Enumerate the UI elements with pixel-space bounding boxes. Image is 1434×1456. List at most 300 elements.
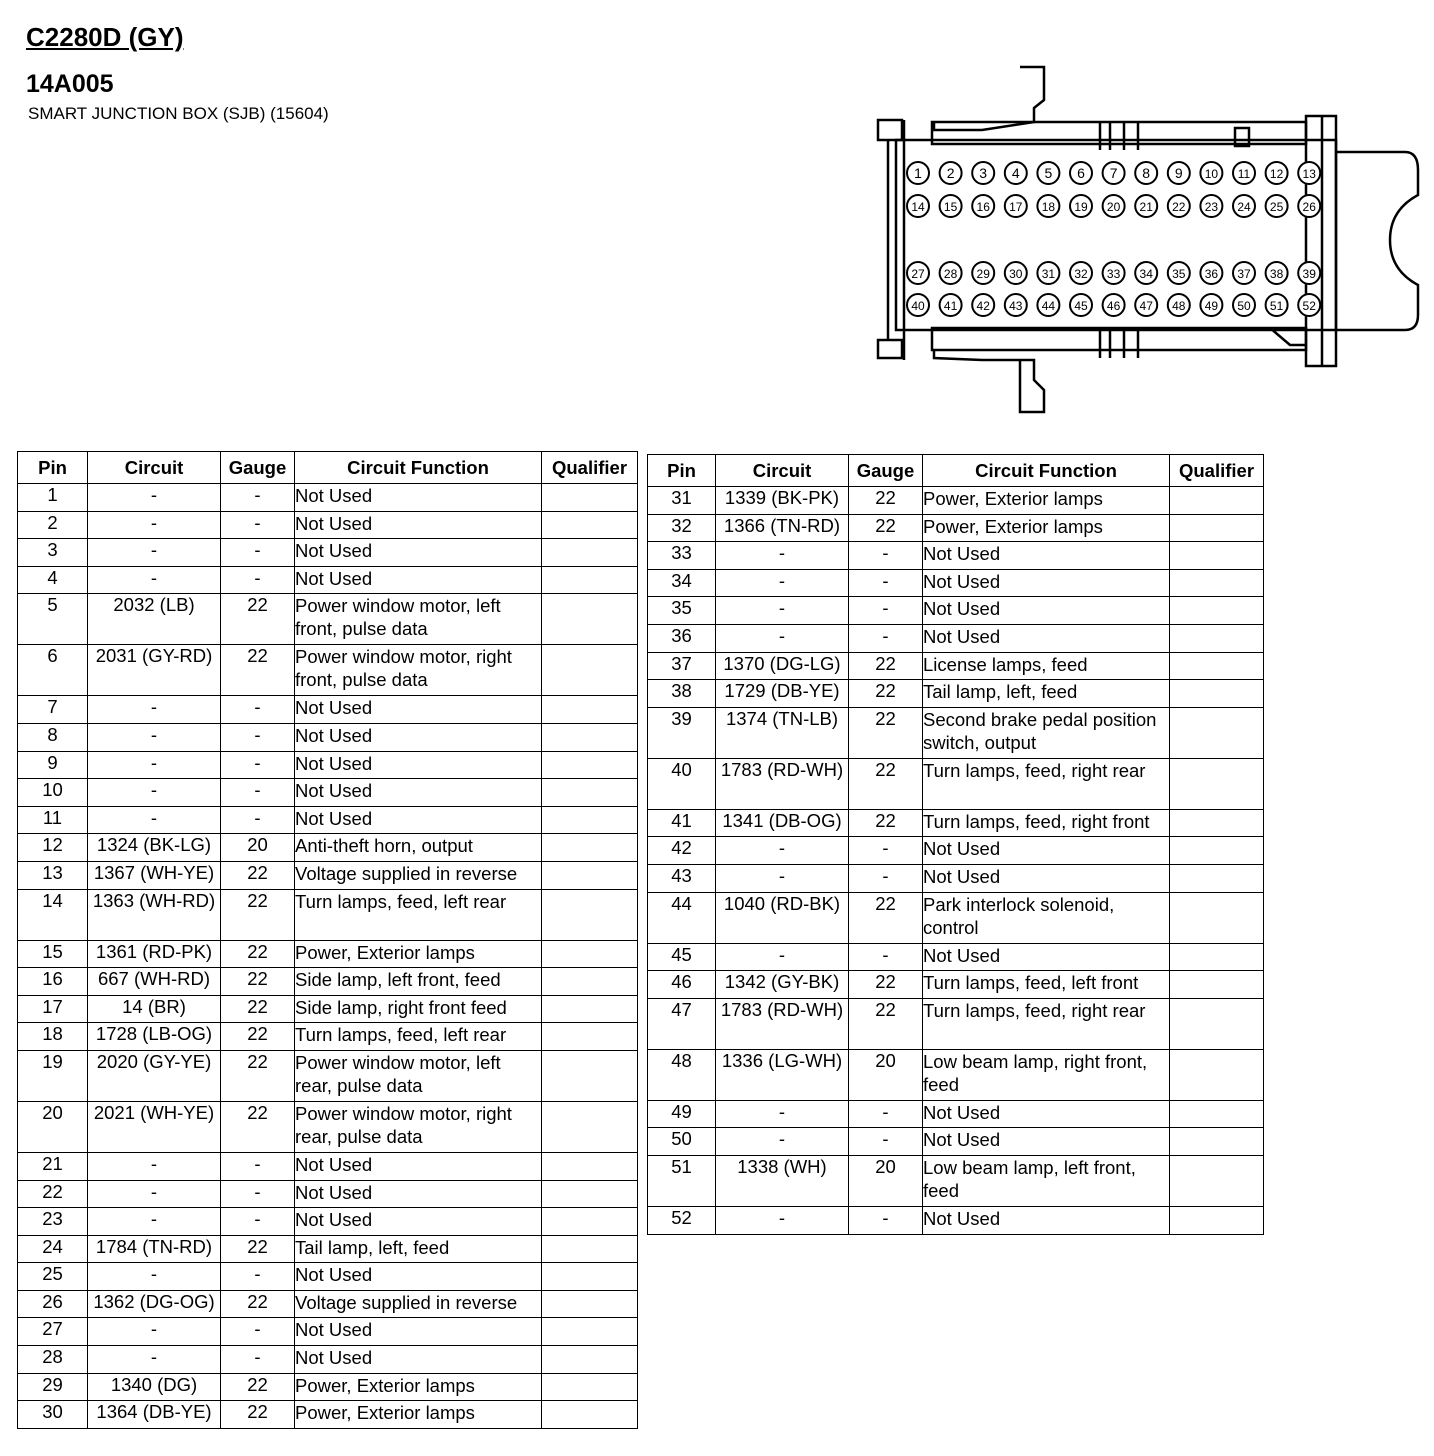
pin-cell: 27 (18, 1318, 88, 1346)
pin-cell: 47 (648, 998, 716, 1049)
header-qualifier: Qualifier (542, 452, 638, 484)
qualifier-cell (1170, 1049, 1264, 1100)
circuit-function-cell: Not Used (295, 779, 542, 807)
cavity-label: 30 (1009, 267, 1023, 281)
gauge-cell: 20 (221, 834, 295, 862)
circuit-cell: 1366 (TN-RD) (716, 514, 849, 542)
circuit-function-cell: Not Used (923, 1100, 1170, 1128)
table-row (648, 864, 1264, 892)
table-row (648, 1049, 1264, 1100)
cavity-group (907, 162, 1320, 316)
circuit-cell: 2032 (LB) (88, 594, 221, 645)
pin-cell: 50 (648, 1128, 716, 1156)
circuit-function-cell: Low beam lamp, right front, feed (923, 1049, 1170, 1100)
qualifier-cell (542, 1180, 638, 1208)
circuit-cell: - (716, 1128, 849, 1156)
circuit-function-cell: Not Used (295, 806, 542, 834)
pin-cell: 23 (18, 1208, 88, 1236)
circuit-function-cell: Not Used (295, 1263, 542, 1291)
cavity-label: 52 (1302, 299, 1316, 313)
gauge-cell: - (221, 1180, 295, 1208)
gauge-cell: 22 (849, 758, 923, 809)
table-row (18, 806, 638, 834)
pin-cell: 1 (18, 484, 88, 512)
gauge-cell: 22 (849, 707, 923, 758)
qualifier-cell (1170, 597, 1264, 625)
qualifier-cell (1170, 514, 1264, 542)
table-row (18, 995, 638, 1023)
gauge-cell: - (221, 751, 295, 779)
gauge-cell: - (849, 597, 923, 625)
qualifier-cell (1170, 837, 1264, 865)
qualifier-cell (542, 1318, 638, 1346)
table-row (18, 645, 638, 696)
circuit-cell: - (716, 597, 849, 625)
header-pin: Pin (648, 455, 716, 487)
gauge-cell: 22 (221, 968, 295, 996)
circuit-cell: 1342 (GY-BK) (716, 971, 849, 999)
cavity-label: 10 (1204, 167, 1219, 181)
connector-id-title: C2280D (GY) (26, 22, 184, 52)
table-row (18, 566, 638, 594)
table-row (648, 487, 1264, 515)
table-row (18, 1023, 638, 1051)
cavity-label: 18 (1041, 200, 1056, 214)
pin-cell: 19 (18, 1050, 88, 1101)
table-row (18, 861, 638, 889)
circuit-function-cell: Second brake pedal position switch, output (923, 707, 1170, 758)
gauge-cell: - (849, 569, 923, 597)
circuit-function-cell: Power, Exterior lamps (923, 487, 1170, 515)
cavity-label: 5 (1044, 165, 1053, 181)
pin-cell: 4 (18, 566, 88, 594)
circuit-cell: - (88, 1263, 221, 1291)
table-row (18, 1101, 638, 1152)
circuit-cell: 1341 (DB-OG) (716, 809, 849, 837)
qualifier-cell (1170, 1206, 1264, 1234)
pin-cell: 28 (18, 1346, 88, 1374)
table-row (648, 707, 1264, 758)
header-gauge: Gauge (849, 455, 923, 487)
qualifier-cell (1170, 487, 1264, 515)
gauge-cell: - (221, 779, 295, 807)
gauge-cell: - (849, 1206, 923, 1234)
qualifier-cell (1170, 1128, 1264, 1156)
qualifier-cell (1170, 998, 1264, 1049)
pin-cell: 48 (648, 1049, 716, 1100)
circuit-function-cell: Not Used (923, 837, 1170, 865)
circuit-cell: - (88, 696, 221, 724)
circuit-cell: - (716, 837, 849, 865)
circuit-cell: - (88, 1152, 221, 1180)
pin-cell: 38 (648, 680, 716, 708)
cavity-label: 9 (1174, 165, 1183, 181)
circuit-function-cell: Power, Exterior lamps (295, 940, 542, 968)
pin-cell: 22 (18, 1180, 88, 1208)
pin-cell: 14 (18, 889, 88, 940)
cavity-label: 37 (1237, 267, 1251, 281)
circuit-function-cell: Not Used (295, 1208, 542, 1236)
circuit-function-cell: Not Used (923, 569, 1170, 597)
circuit-cell: - (88, 1346, 221, 1374)
table-row (18, 511, 638, 539)
circuit-cell: 1362 (DG-OG) (88, 1290, 221, 1318)
pin-cell: 15 (18, 940, 88, 968)
pin-cell: 11 (18, 806, 88, 834)
pin-cell: 41 (648, 809, 716, 837)
pin-cell: 49 (648, 1100, 716, 1128)
header-qualifier: Qualifier (1170, 455, 1264, 487)
pin-cell: 6 (18, 645, 88, 696)
cavity-label: 2 (946, 165, 955, 181)
pinout-table-right (647, 454, 1264, 1235)
table-row (648, 652, 1264, 680)
qualifier-cell (542, 1401, 638, 1429)
qualifier-cell (542, 1050, 638, 1101)
gauge-cell: - (221, 1318, 295, 1346)
table-row (18, 594, 638, 645)
circuit-function-cell: Not Used (923, 624, 1170, 652)
circuit-cell: - (88, 539, 221, 567)
gauge-cell: 22 (221, 594, 295, 645)
table-row (648, 758, 1264, 809)
qualifier-cell (542, 861, 638, 889)
circuit-cell: 1361 (RD-PK) (88, 940, 221, 968)
cavity-label: 4 (1011, 165, 1020, 181)
header-circuit-function: Circuit Function (923, 455, 1170, 487)
table-row (648, 1155, 1264, 1206)
cavity-label: 41 (943, 299, 958, 313)
qualifier-cell (542, 511, 638, 539)
circuit-function-cell: Turn lamps, feed, right front (923, 809, 1170, 837)
pin-cell: 33 (648, 542, 716, 570)
circuit-function-cell: Not Used (923, 542, 1170, 570)
gauge-cell: 22 (221, 1373, 295, 1401)
cavity-label: 45 (1074, 299, 1088, 313)
circuit-cell: - (88, 723, 221, 751)
table-row (648, 998, 1264, 1049)
qualifier-cell (1170, 624, 1264, 652)
qualifier-cell (542, 594, 638, 645)
qualifier-cell (542, 645, 638, 696)
qualifier-cell (542, 751, 638, 779)
qualifier-cell (542, 1373, 638, 1401)
cavity-label: 29 (976, 267, 990, 281)
cavity-label: 31 (1041, 267, 1056, 281)
qualifier-cell (1170, 758, 1264, 809)
qualifier-cell (1170, 707, 1264, 758)
circuit-cell: 1040 (RD-BK) (716, 892, 849, 943)
circuit-cell: 667 (WH-RD) (88, 968, 221, 996)
qualifier-cell (542, 1101, 638, 1152)
cavity-label: 20 (1106, 200, 1121, 214)
circuit-cell: - (716, 1100, 849, 1128)
cavity-label: 12 (1269, 167, 1284, 181)
pin-cell: 37 (648, 652, 716, 680)
gauge-cell: - (221, 484, 295, 512)
pin-cell: 18 (18, 1023, 88, 1051)
qualifier-cell (1170, 652, 1264, 680)
header-circuit-function: Circuit Function (295, 452, 542, 484)
table-row (18, 1290, 638, 1318)
gauge-cell: - (221, 1346, 295, 1374)
cavity-label: 35 (1172, 267, 1186, 281)
gauge-cell: - (849, 837, 923, 865)
table-row (18, 1346, 638, 1374)
gauge-cell: - (221, 696, 295, 724)
header-circuit: Circuit (716, 455, 849, 487)
table-row (18, 1373, 638, 1401)
pin-cell: 34 (648, 569, 716, 597)
circuit-function-cell: Not Used (923, 943, 1170, 971)
cavity-label: 36 (1204, 267, 1219, 281)
pin-cell: 20 (18, 1101, 88, 1152)
pin-cell: 43 (648, 864, 716, 892)
qualifier-cell (542, 834, 638, 862)
table-row (18, 1152, 638, 1180)
cavity-label: 44 (1041, 299, 1056, 313)
gauge-cell: 22 (849, 971, 923, 999)
cavity-label: 48 (1172, 299, 1186, 313)
cavity-label: 27 (911, 267, 925, 281)
cavity-label: 13 (1302, 167, 1316, 181)
gauge-cell: 22 (849, 809, 923, 837)
qualifier-cell (542, 1152, 638, 1180)
pin-cell: 36 (648, 624, 716, 652)
circuit-function-cell: Not Used (295, 539, 542, 567)
circuit-function-cell: Not Used (295, 696, 542, 724)
header-pin: Pin (18, 452, 88, 484)
gauge-cell: - (849, 1100, 923, 1128)
circuit-cell: - (88, 806, 221, 834)
circuit-cell: 1374 (TN-LB) (716, 707, 849, 758)
gauge-cell: - (849, 943, 923, 971)
pin-cell: 40 (648, 758, 716, 809)
qualifier-cell (542, 696, 638, 724)
gauge-cell: 22 (849, 487, 923, 515)
gauge-cell: 20 (849, 1049, 923, 1100)
circuit-cell: - (88, 779, 221, 807)
qualifier-cell (1170, 892, 1264, 943)
circuit-cell: 1338 (WH) (716, 1155, 849, 1206)
circuit-cell: 1367 (WH-YE) (88, 861, 221, 889)
pin-cell: 32 (648, 514, 716, 542)
table-row (18, 940, 638, 968)
circuit-function-cell: Power window motor, right front, pulse data (295, 645, 542, 696)
table-row (648, 809, 1264, 837)
connector-face-diagram (870, 60, 1430, 420)
table-row (18, 484, 638, 512)
table-row (18, 1235, 638, 1263)
table-row (648, 1100, 1264, 1128)
circuit-function-cell: Power, Exterior lamps (295, 1373, 542, 1401)
circuit-function-cell: Not Used (295, 1152, 542, 1180)
gauge-cell: 22 (221, 1050, 295, 1101)
qualifier-cell (542, 539, 638, 567)
circuit-cell: 1728 (LB-OG) (88, 1023, 221, 1051)
circuit-cell: 2020 (GY-YE) (88, 1050, 221, 1101)
cavity-label: 24 (1237, 200, 1251, 214)
circuit-cell: 1370 (DG-LG) (716, 652, 849, 680)
qualifier-cell (1170, 971, 1264, 999)
pin-cell: 42 (648, 837, 716, 865)
cavity-label: 3 (979, 165, 988, 181)
gauge-cell: - (221, 511, 295, 539)
circuit-function-cell: Not Used (295, 1318, 542, 1346)
cavity-label: 33 (1106, 267, 1121, 281)
gauge-cell: 22 (221, 940, 295, 968)
table-row (648, 971, 1264, 999)
circuit-cell: - (88, 484, 221, 512)
circuit-function-cell: Power window motor, left front, pulse data (295, 594, 542, 645)
circuit-cell: 1363 (WH-RD) (88, 889, 221, 940)
circuit-function-cell: Not Used (923, 597, 1170, 625)
table-row (18, 1050, 638, 1101)
gauge-cell: 22 (221, 995, 295, 1023)
cavity-label: 8 (1142, 165, 1151, 181)
table-row (18, 889, 638, 940)
table-row (18, 968, 638, 996)
pin-cell: 52 (648, 1206, 716, 1234)
circuit-cell: - (716, 542, 849, 570)
qualifier-cell (542, 1263, 638, 1291)
cavity-label: 19 (1074, 200, 1088, 214)
qualifier-cell (542, 1208, 638, 1236)
table-row (18, 1263, 638, 1291)
circuit-function-cell: License lamps, feed (923, 652, 1170, 680)
cavity-label: 25 (1269, 200, 1284, 214)
circuit-function-cell: Power, Exterior lamps (923, 514, 1170, 542)
circuit-cell: - (716, 864, 849, 892)
circuit-cell: 1784 (TN-RD) (88, 1235, 221, 1263)
gauge-cell: - (221, 1208, 295, 1236)
gauge-cell: 22 (221, 889, 295, 940)
qualifier-cell (542, 484, 638, 512)
gauge-cell: 22 (221, 1401, 295, 1429)
pin-cell: 39 (648, 707, 716, 758)
connector-housing (878, 67, 1418, 412)
cavity-label: 43 (1009, 299, 1023, 313)
pin-cell: 13 (18, 861, 88, 889)
table-row (648, 624, 1264, 652)
circuit-function-cell: Power, Exterior lamps (295, 1401, 542, 1429)
qualifier-cell (542, 779, 638, 807)
table-row (648, 514, 1264, 542)
table-row (18, 834, 638, 862)
pin-cell: 3 (18, 539, 88, 567)
pinout-table-left (17, 451, 638, 1429)
circuit-function-cell: Turn lamps, feed, right rear (923, 758, 1170, 809)
qualifier-cell (542, 940, 638, 968)
qualifier-cell (542, 1023, 638, 1051)
circuit-function-cell: Park interlock solenoid, control (923, 892, 1170, 943)
pin-cell: 30 (18, 1401, 88, 1429)
qualifier-cell (1170, 1100, 1264, 1128)
gauge-cell: - (221, 723, 295, 751)
circuit-cell: - (716, 569, 849, 597)
circuit-cell: 1336 (LG-WH) (716, 1049, 849, 1100)
gauge-cell: 22 (849, 892, 923, 943)
table-row (18, 1401, 638, 1429)
cavity-label: 22 (1172, 200, 1186, 214)
gauge-cell: 22 (849, 998, 923, 1049)
circuit-function-cell: Tail lamp, left, feed (295, 1235, 542, 1263)
qualifier-cell (1170, 542, 1264, 570)
circuit-function-cell: Voltage supplied in reverse (295, 1290, 542, 1318)
gauge-cell: - (849, 864, 923, 892)
circuit-function-cell: Not Used (295, 566, 542, 594)
pin-cell: 29 (18, 1373, 88, 1401)
pin-cell: 51 (648, 1155, 716, 1206)
gauge-cell: - (221, 566, 295, 594)
qualifier-cell (542, 995, 638, 1023)
circuit-function-cell: Tail lamp, left, feed (923, 680, 1170, 708)
pin-cell: 9 (18, 751, 88, 779)
pin-cell: 35 (648, 597, 716, 625)
pin-cell: 2 (18, 511, 88, 539)
circuit-function-cell: Turn lamps, feed, right rear (923, 998, 1170, 1049)
cavity-label: 15 (943, 200, 958, 214)
qualifier-cell (542, 806, 638, 834)
pin-cell: 21 (18, 1152, 88, 1180)
pin-cell: 24 (18, 1235, 88, 1263)
cavity-label: 38 (1269, 267, 1284, 281)
circuit-cell: 14 (BR) (88, 995, 221, 1023)
circuit-cell: - (716, 624, 849, 652)
gauge-cell: - (221, 539, 295, 567)
gauge-cell: - (221, 1152, 295, 1180)
table-row (648, 837, 1264, 865)
qualifier-cell (1170, 569, 1264, 597)
gauge-cell: - (221, 1263, 295, 1291)
cavity-label: 23 (1204, 200, 1219, 214)
circuit-cell: - (88, 1208, 221, 1236)
circuit-cell: - (88, 751, 221, 779)
circuit-function-cell: Not Used (295, 484, 542, 512)
table-row (648, 680, 1264, 708)
cavity-label: 42 (976, 299, 990, 313)
circuit-cell: 1340 (DG) (88, 1373, 221, 1401)
circuit-cell: 1324 (BK-LG) (88, 834, 221, 862)
circuit-function-cell: Voltage supplied in reverse (295, 861, 542, 889)
table-row (18, 1180, 638, 1208)
circuit-cell: 1783 (RD-WH) (716, 758, 849, 809)
cavity-label: 28 (943, 267, 958, 281)
circuit-function-cell: Not Used (923, 1128, 1170, 1156)
circuit-function-cell: Side lamp, left front, feed (295, 968, 542, 996)
circuit-function-cell: Not Used (295, 1180, 542, 1208)
gauge-cell: 22 (221, 1101, 295, 1152)
circuit-function-cell: Low beam lamp, left front, feed (923, 1155, 1170, 1206)
qualifier-cell (1170, 1155, 1264, 1206)
cavity-label: 16 (976, 200, 990, 214)
cavity-label: 1 (914, 165, 922, 181)
gauge-cell: 22 (221, 645, 295, 696)
circuit-cell: 2031 (GY-RD) (88, 645, 221, 696)
pin-cell: 46 (648, 971, 716, 999)
gauge-cell: 22 (849, 514, 923, 542)
pin-cell: 17 (18, 995, 88, 1023)
gauge-cell: 20 (849, 1155, 923, 1206)
table-row (648, 569, 1264, 597)
gauge-cell: 22 (221, 1023, 295, 1051)
cavity-label: 7 (1109, 165, 1118, 181)
pin-cell: 5 (18, 594, 88, 645)
cavity-label: 40 (911, 299, 925, 313)
cavity-label: 21 (1139, 200, 1153, 214)
cavity-label: 34 (1139, 267, 1153, 281)
circuit-function-cell: Not Used (923, 1206, 1170, 1234)
